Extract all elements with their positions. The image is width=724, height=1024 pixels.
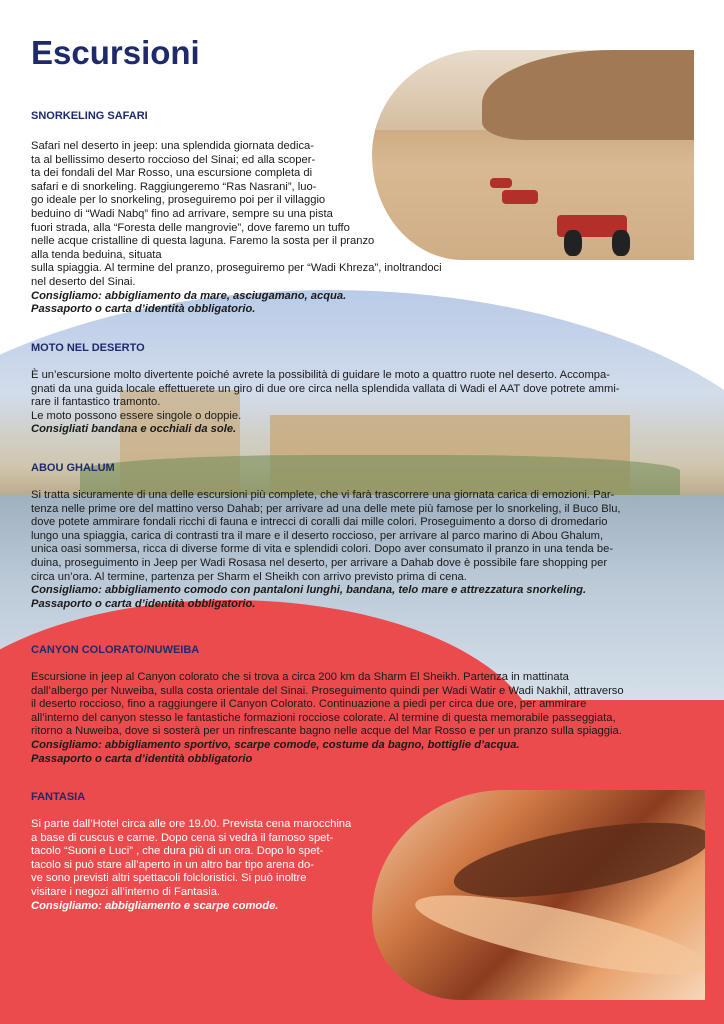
section-title-moto-nel-deserto: MOTO NEL DESERTO [31, 342, 145, 354]
section-body-fantasia: Si parte dall’Hotel circa alle ore 19.00. Prevista cena marocchina a base di cuscus e carne. Dopo cena si vedrà il famoso spet- tacolo “Suoni e Luci” , che dura più di un ora. Dopo lo spet- tacolo si può stare all’aperto in un altro bar tipo arena do- ve sono previsti altri spettacoli folcloristici. Si può inoltre visitare i negozi all’interno di Fantasia. Consigliamo: abbigliamento e scarpe comode. [31, 818, 352, 912]
section-note: Consigliamo: abbigliamento sportivo, scarpe comode, costume da bagno, bottiglie d’acqua. [31, 738, 520, 751]
section-title-fantasia: FANTASIA [31, 791, 86, 803]
section-note: Passaporto o carta d’identità obbligatorio. [31, 303, 256, 316]
section-note: Passaporto o carta d’identità obbligatorio. [31, 597, 256, 610]
section-title-canyon-colorato: CANYON COLORATO/NUWEIBA [31, 644, 200, 656]
section-body-snorkeling-safari: Safari nel deserto in jeep: una splendida giornata dedica- ta al bellissimo deserto roccioso del Sinai; ed alla scoper- ta dei fondali del Mar Rosso, una escursione completa di safari e di snorkeling. Raggiungeremo “Ras Nasrani”, luo- go ideale per lo snorkeling, proseguiremo poi per il villaggio beduino di “Wadi Nabq” fino ad arrivare, sempre su una pista fuori strada, alla “Foresta delle mangrovie”, dove faremo un tuffo nelle acque cristalline di questa laguna. Faremo la sosta per il pranzo alla tenda beduina, situata sulla spiaggia. Al termine del pranzo, proseguiremo per “Wadi Khreza”, inoltrandoci nel deserto del Sinai. Consigliamo: abbigliamento da mare, asciugamano, acqua. Passaporto o carta d’identità obbligatorio. [31, 140, 442, 316]
section-note: Consigliamo: abbigliamento comodo con pantaloni lunghi, bandana, telo mare e attrezzatura snorkeling. [31, 584, 587, 597]
canyon-rock-photo [372, 790, 705, 1000]
page-title: Escursioni [31, 34, 200, 71]
section-note: Consigliati bandana e occhiali da sole. [31, 423, 237, 436]
section-note: Consigliamo: abbigliamento da mare, asciugamano, acqua. [31, 289, 347, 302]
section-note: Consigliamo: abbigliamento e scarpe comode. [31, 899, 279, 912]
section-title-snorkeling-safari: SNORKELING SAFARI [31, 110, 148, 122]
section-body-moto-nel-deserto: È un’escursione molto divertente poiché avrete la possibilità di guidare le moto a quattro ruote nel deserto. Accompa- gnati da una guida locale effettuerete un giro di due ore circa nella splendida vallata di Wadi el AAT dove potrete ammi- rare il fantastico tramonto. Le moto possono essere singole o doppie. Consigliati bandana e occhiali da sole. [31, 369, 620, 436]
section-title-abou-ghalum: ABOU GHALUM [31, 462, 115, 474]
section-body-abou-ghalum: Si tratta sicuramente di una delle escursioni più complete, che vi farà trascorrere una giornata carica di emozioni. Par- tenza nelle prime ore del mattino verso Dahab; per arrivare ad una delle mete più famose per lo snorkeling, il Buco Blu, dove potete ammirare fondali ricchi di fauna e intrecci di coralli dai mille colori. Proseguimento a dorso di dromedario lungo una spiaggia, carica di contrasti tra il mare e il deserto roccioso, per arrivare al parco marino di Abou Ghalum, unica oasi sommersa, ricca di diverse forme di vita e splendidi colori. Dopo aver consumato il pranzo in una tenda be- duina, proseguimento in Jeep per Wadi Rosasa nel deserto, per arrivare a Dahab dove è possibile fare shopping per circa un’ora. Al termine, partenza per Sharm el Sheikh con arrivo previsto prima di cena. Consigliamo: abbigliamento comodo con pantaloni lunghi, bandana, telo mare e attrezzatura snorkeling. Passaporto o carta d’identità obbligatorio. [31, 489, 621, 610]
section-body-canyon-colorato: Escursione in jeep al Canyon colorato che si trova a circa 200 km da Sharm El Sheikh. Partenza in mattinata dall’albergo per Nuweiba, sulla costa orientale del Sinai. Proseguimento quindi per Wadi Watir e Wadi Nakhil, attraverso il deserto roccioso, fino a raggiungere il Canyon Colorato. Continuazione a piedi per circa due ore, per ammirare all’interno del canyon stesso le fantastiche formazioni rocciose colorate. Al termine di questa memorabile passeggiata, ritorno a Nuweiba, dove si sosterà per un rinfrescante bagno nelle acque del Mar Rosso e per un pranzo sulla spiaggia. Consigliamo: abbigliamento sportivo, scarpe comode, costume da bagno, bottiglie d’acqua. Passaporto o carta d’identità obbligatorio [31, 671, 624, 765]
section-note: Passaporto o carta d’identità obbligatorio [31, 752, 253, 765]
